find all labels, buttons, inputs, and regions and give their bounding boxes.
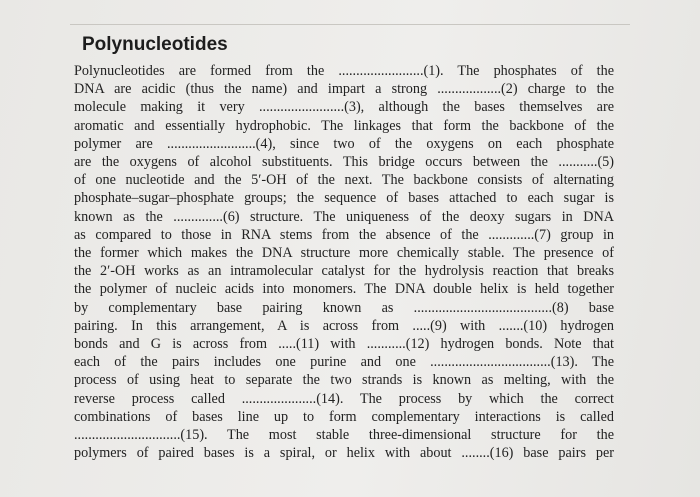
text-line: of one nucleotide and the 5′-OH of the next. The backbone consists of alternating bbox=[74, 172, 614, 189]
section-title: Polynucleotides bbox=[82, 34, 228, 55]
top-rule bbox=[70, 24, 630, 25]
text-line: reverse process called .....................(14). The process by which the correct bbox=[74, 390, 614, 407]
text-line: molecule making it very ........................(3), although the bases themselves are bbox=[74, 99, 614, 116]
document-body bbox=[74, 34, 614, 462]
text-line: the polymer of nucleic acids into monomers. The DNA double helix is held together bbox=[74, 281, 614, 298]
text-line: the 2′-OH works as an intramolecular catalyst for the hydrolysis reaction that breaks bbox=[74, 263, 614, 280]
text-line: aromatic and essentially hydrophobic. The linkages that form the backbone of the bbox=[74, 117, 614, 134]
text-line: by complementary base pairing known as .......................................(8) base bbox=[74, 299, 614, 316]
text-line: each of the pairs includes one purine and one ..................................(13). The bbox=[74, 354, 614, 371]
text-line: the former which makes the DNA structure more chemically stable. The presence of bbox=[74, 245, 614, 262]
text-line: polymers of paired bases is a spiral, or helix with about ........(16) base pairs per bbox=[74, 445, 614, 462]
text-line: are the oxygens of alcohol substituents. This bridge occurs between the ...........(5) bbox=[74, 154, 614, 171]
text-line: Polynucleotides are formed from the ........................(1). The phosphates of the bbox=[74, 63, 614, 79]
text-line: known as the ..............(6) structure. The uniqueness of the deoxy sugars in DNA bbox=[74, 208, 614, 225]
text-line: phosphate–sugar–phosphate groups; the sequence of bases attached to each sugar is bbox=[74, 190, 614, 207]
text-line: polymer are .........................(4), since two of the oxygens on each phosphate bbox=[74, 135, 614, 152]
text-line: DNA are acidic (thus the name) and impart a strong ..................(2) charge to the bbox=[74, 81, 614, 98]
paragraph bbox=[74, 62, 614, 462]
text-line: pairing. In this arrangement, A is across from .....(9) with .......(10) hydrogen bbox=[74, 317, 614, 334]
text-line: process of using heat to separate the two strands is known as melting, with the bbox=[74, 372, 614, 389]
text-line: combinations of bases line up to form complementary interactions is called bbox=[74, 408, 614, 425]
text-line: ..............................(15). The most stable three-dimensional structure for the bbox=[74, 427, 614, 444]
text-line: as compared to those in RNA stems from the absence of the .............(7) group in bbox=[74, 226, 614, 243]
text-line: bonds and G is across from .....(11) with ...........(12) hydrogen bonds. Note that bbox=[74, 336, 614, 353]
